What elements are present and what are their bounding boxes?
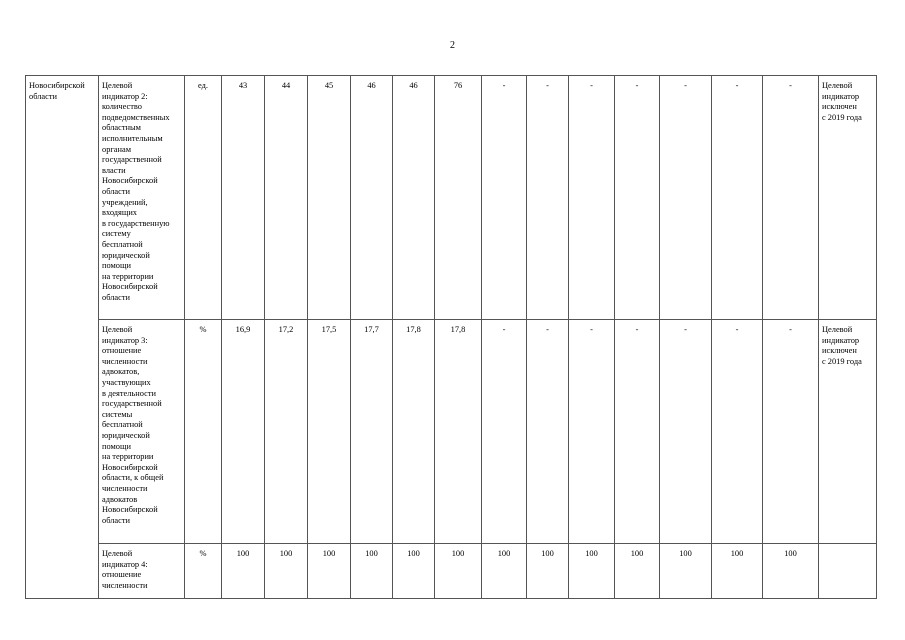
value-cell: 100: [660, 544, 712, 599]
indicator-cell: Целевой индикатор 4: отношение численности: [99, 544, 185, 599]
value-cell: 17,7: [351, 320, 393, 544]
note-cell: [819, 544, 877, 599]
value-cell: 17,5: [308, 320, 351, 544]
value-cell: -: [569, 320, 615, 544]
value-cell: -: [712, 76, 763, 320]
value-cell: 100: [222, 544, 265, 599]
value-cell: 16,9: [222, 320, 265, 544]
value-cell: 46: [393, 76, 435, 320]
value-cell: 44: [265, 76, 308, 320]
unit-cell: %: [185, 544, 222, 599]
value-cell: 17,8: [393, 320, 435, 544]
value-cell: 100: [615, 544, 660, 599]
value-cell: 100: [351, 544, 393, 599]
value-cell: 100: [482, 544, 527, 599]
value-cell: -: [712, 320, 763, 544]
note-cell: Целевой индикатор исключен с 2019 года: [819, 76, 877, 320]
value-cell: 45: [308, 76, 351, 320]
indicator-cell: Целевой индикатор 3: отношение численности адвокатов, участвующих в деятельности государственной системы бесплатной юридической помощи на территории Новосибирской области, к общей численности адвокатов Новосибирской области: [99, 320, 185, 544]
value-cell: -: [482, 320, 527, 544]
unit-cell: ед.: [185, 76, 222, 320]
value-cell: 46: [351, 76, 393, 320]
table-row: [26, 320, 877, 544]
value-cell: -: [527, 320, 569, 544]
value-cell: 43: [222, 76, 265, 320]
value-cell: 17,2: [265, 320, 308, 544]
value-cell: 17,8: [435, 320, 482, 544]
value-cell: 100: [265, 544, 308, 599]
table-row: [26, 544, 877, 599]
value-cell: 100: [763, 544, 819, 599]
value-cell: -: [615, 76, 660, 320]
note-cell: Целевой индикатор исключен с 2019 года: [819, 320, 877, 544]
page-number: 2: [450, 40, 455, 51]
unit-cell: %: [185, 320, 222, 544]
value-cell: 100: [569, 544, 615, 599]
value-cell: -: [660, 76, 712, 320]
table-row: [26, 76, 877, 320]
value-cell: 100: [435, 544, 482, 599]
value-cell: 100: [308, 544, 351, 599]
value-cell: -: [482, 76, 527, 320]
value-cell: -: [763, 320, 819, 544]
value-cell: -: [615, 320, 660, 544]
value-cell: 76: [435, 76, 482, 320]
value-cell: 100: [712, 544, 763, 599]
value-cell: -: [569, 76, 615, 320]
value-cell: -: [660, 320, 712, 544]
value-cell: 100: [393, 544, 435, 599]
value-cell: -: [763, 76, 819, 320]
region-cell: Новосибирской области: [26, 76, 99, 599]
indicator-cell: Целевой индикатор 2: количество подведомственных областным исполнительным органам государственной власти Новосибирской области учреждений, входящих в государственную систему бесплатной юридической помощи на территории Новосибирской области: [99, 76, 185, 320]
indicator-table: [25, 75, 877, 599]
value-cell: 100: [527, 544, 569, 599]
value-cell: -: [527, 76, 569, 320]
